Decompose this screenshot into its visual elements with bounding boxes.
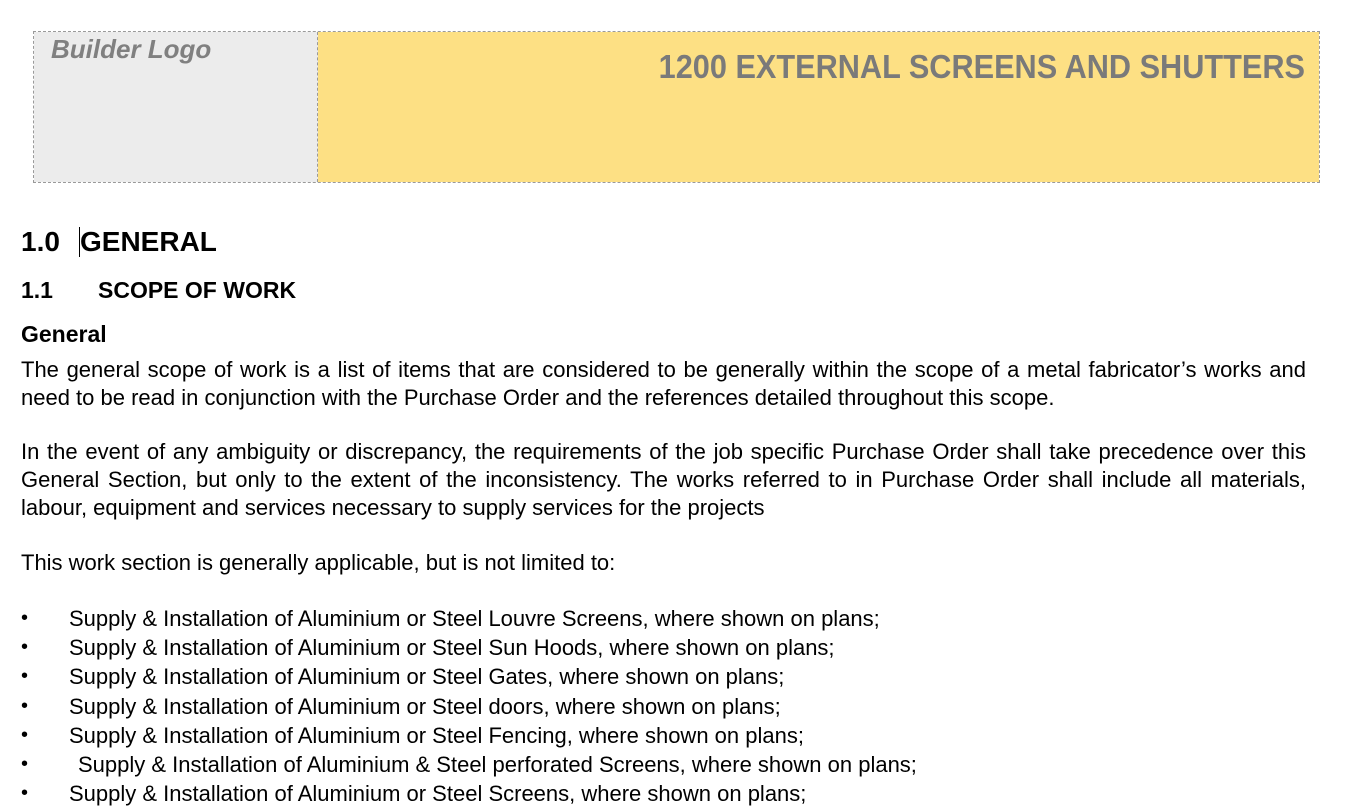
section-number: 1.0 [21, 226, 60, 257]
list-item-text: Supply & Installation of Aluminium or Steel Fencing, where shown on plans; [69, 722, 804, 748]
list-item-text: Supply & Installation of Aluminium or Steel Screens, where shown on plans; [69, 781, 807, 807]
list-item-text: Supply & Installation of Aluminium & Steel perforated Screens, where shown on plans; [78, 751, 917, 777]
subsection-heading[interactable] [21, 277, 296, 304]
builder-logo: Builder Logo [51, 34, 212, 64]
subheading-general[interactable]: General [21, 321, 107, 347]
section-title: GENERAL [80, 226, 217, 257]
list-item-text: Supply & Installation of Aluminium or Steel Gates, where shown on plans; [69, 664, 785, 690]
logo-cell [34, 32, 318, 182]
bullet-icon: • [21, 723, 29, 746]
list-item[interactable] [21, 721, 1306, 750]
paragraph-applicability[interactable]: This work section is generally applicable, but is not limited to: [21, 550, 616, 575]
paragraph-ambiguity[interactable]: In the event of any ambiguity or discrepancy, the requirements of the job specific Purchase Order shall take precedence over this General Section, but only to the extent of the inconsistency. The works referred to in Purchase Order shall include all materials, labour, equipment and services necessary to supply services for the projects [21, 439, 1306, 520]
bullet-icon: • [21, 636, 29, 659]
list-item[interactable] [21, 662, 1306, 691]
list-item-text: Supply & Installation of Aluminium or Steel Sun Hoods, where shown on plans; [69, 635, 835, 661]
subsection-title: SCOPE OF WORK [98, 277, 297, 303]
bullet-icon: • [21, 752, 29, 775]
list-item-text: Supply & Installation of Aluminium or Steel doors, where shown on plans; [69, 693, 781, 719]
title-cell [318, 32, 1319, 182]
bullet-icon: • [21, 665, 29, 688]
scope-bullet-list [21, 604, 1306, 808]
subsection-number: 1.1 [21, 277, 53, 303]
list-item[interactable] [21, 750, 1306, 779]
bullet-icon: • [21, 694, 29, 717]
list-item-text: Supply & Installation of Aluminium or Steel Louvre Screens, where shown on plans; [69, 606, 880, 631]
bullet-icon: • [21, 782, 29, 805]
header-table [33, 31, 1320, 183]
list-item[interactable] [21, 633, 1306, 662]
section-heading[interactable] [21, 226, 217, 258]
list-item[interactable] [21, 604, 1306, 633]
list-item[interactable] [21, 692, 1306, 721]
paragraph-scope-intro[interactable]: The general scope of work is a list of items that are considered to be generally within the scope of a metal fabricator’s works and need to be read in conjunction with the Purchase Order and the references detailed throughout this scope. [21, 357, 1306, 410]
list-item[interactable] [21, 779, 1306, 808]
document-title: 1200 EXTERNAL SCREENS AND SHUTTERS [658, 48, 1305, 85]
bullet-icon: • [21, 607, 29, 629]
